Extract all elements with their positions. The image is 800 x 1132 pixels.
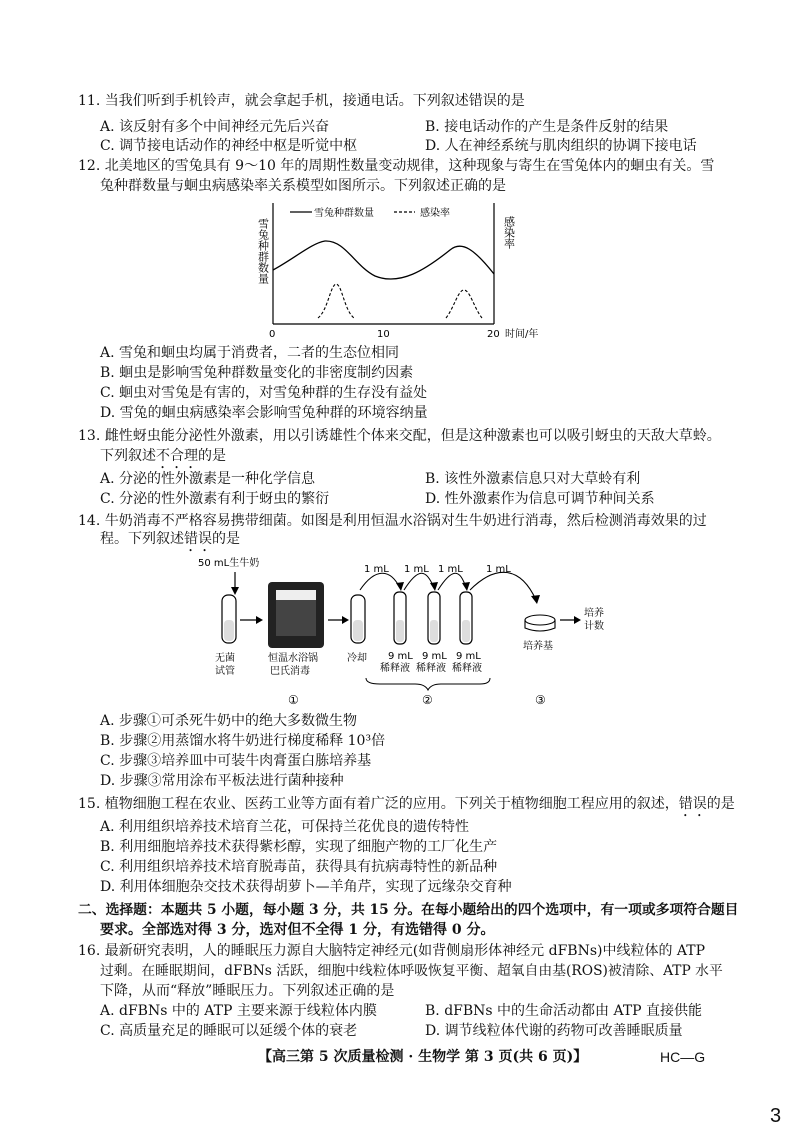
sterile-tube-label-2: 试管 [215,666,235,677]
q12-option-d: D. 雪兔的蛔虫病感染率会影响雪兔种群的环境容纳量 [100,405,428,421]
q12-stem-line2: 兔种群数量与蛔虫病感染率关系模型如图所示。下列叙述正确的是 [100,178,506,194]
sterile-tube-label-1: 无菌 [215,653,235,664]
q12-stem-line1: 12. 北美地区的雪兔具有 9～10 年的周期性数量变动规律，这种现象与寄生在雪兔体内的蛔虫有关。雪 [78,158,715,174]
q16-stem-line1: 16. 最新研究表明，人的睡眠压力源自大脑特定神经元(如背侧扇形体神经元 dFBNs)中线粒体的 ATP [78,943,706,959]
diluent-vol-3: 9 mL [456,651,481,662]
count-label-2: 计数 [584,621,604,632]
q13-option-d: D. 性外激素作为信息可调节种间关系 [425,491,655,507]
footer-code: HC—G [660,1049,706,1065]
diluent-vol-2: 9 mL [422,651,447,662]
q16-option-d: D. 调节线粒体代谢的药物可改善睡眠质量 [425,1023,683,1039]
page-number: 3 [770,1105,782,1127]
q14-option-c: C. 步骤③培养皿中可装牛肉膏蛋白胨培养基 [100,753,372,769]
q16-option-c: C. 高质量充足的睡眠可以延缓个体的衰老 [100,1023,358,1039]
q15-option-c: C. 利用组织培养技术培育脱毒苗，获得具有抗病毒特性的新品种 [100,859,498,875]
q16-option-b: B. dFBNs 中的生命活动都由 ATP 直接供能 [425,1003,703,1019]
q13-emphasis: 不合理 [156,448,198,464]
q16-stem-line3: 下降，从而“释放”睡眠压力。下列叙述正确的是 [100,983,395,999]
x-tick-10: 10 [377,329,390,340]
diluent-label-3: 稀释液 [452,663,482,674]
transfer-label-3: 1 mL [438,564,463,575]
count-label-1: 培养 [584,608,604,619]
legend-pop-label: 雪兔种群数量 [314,208,374,219]
transfer-label-1: 1 mL [364,564,389,575]
q14-option-b: B. 步骤②用蒸馏水将牛奶进行梯度稀释 10³倍 [100,733,386,749]
legend-inf-label: 感染率 [420,208,450,219]
q13-stem-line1: 13. 雌性蚜虫能分泌性外激素，用以引诱雄性个体来交配，但是这种激素也可以吸引蚜虫的天敌大草蛉。 [78,428,721,444]
diluent-label-1: 稀释液 [380,663,410,674]
q14-stem-line1: 14. 牛奶消毒不严格容易携带细菌。如图是利用恒温水浴锅对生牛奶进行消毒，然后检测消毒效果的过 [78,513,707,529]
series-population-line [273,241,494,279]
transfer-label-4: 1 mL [486,564,511,575]
q13-option-a: A. 分泌的性外激素是一种化学信息 [100,471,316,487]
q11-option-d: D. 人在神经系统与肌肉组织的协调下接电话 [425,138,697,154]
transfer-arc-2 [404,573,434,590]
q12-chart [250,198,550,343]
q15-option-a: A. 利用组织培养技术培育兰花，可保持兰花优良的遗传特性 [100,819,470,835]
water-bath-label-1: 恒温水浴锅 [268,653,318,664]
q13-option-c: C. 分泌的性外激素有利于蚜虫的繁衍 [100,491,330,507]
q15-stem: 15. 植物细胞工程在农业、医药工业等方面有着广泛的应用。下列关于植物细胞工程应用的叙述，错误的是 [78,796,735,812]
water-bath-label-2: 巴氏消毒 [270,666,310,677]
q13-option-b: B. 该性外激素信息只对大草蛉有利 [425,471,641,487]
section2-heading-line1: 二、选择题：本题共 5 小题，每小题 3 分，共 15 分。在每小题给出的四个选项中，有一项或多项符合题目 [78,902,739,918]
cool-label: 冷却 [347,653,367,664]
x-tick-20: 20 [487,329,500,340]
section2-heading-line2: 要求。全部选对得 3 分，选对但不全得 1 分，有选错得 0 分。 [100,922,495,938]
q14-option-d: D. 步骤③常用涂布平板法进行菌种接种 [100,773,344,789]
petri-dish [525,615,555,625]
q11-stem: 11. 当我们听到手机铃声，就会拿起手机，接通电话。下列叙述错误的是 [78,93,525,109]
transfer-arc-1 [360,573,400,590]
q15-emphasis: 错误 [678,796,707,812]
q15-option-d: D. 利用体细胞杂交技术获得胡萝卜—羊角芹，实现了远缘杂交育种 [100,879,512,895]
x-axis-label: 时间/年 [505,329,539,340]
q14-option-a: A. 步骤①可杀死牛奶中的绝大多数微生物 [100,713,358,729]
x-tick-0: 0 [269,329,276,340]
q13-stem-line2: 下列叙述不合理的是 [100,448,226,464]
series-infection-peak-1 [318,284,354,318]
q14-diagram [190,550,620,710]
footer-center: 【高三第 5 次质量检测 · 生物学 第 3 页(共 6 页)】 [258,1049,588,1065]
plate-label: 培养基 [523,641,553,652]
diluent-label-2: 稀释液 [416,663,446,674]
diluent-vol-1: 9 mL [388,651,413,662]
transfer-arc-4 [470,572,536,600]
milk-label: 50 mL生牛奶 [198,558,260,569]
q12-option-c: C. 蛔虫对雪兔是有害的，对雪兔种群的生存没有益处 [100,385,428,401]
q14-emphasis: 错误 [184,531,212,547]
series-infection-peak-2 [446,290,482,318]
step-3: ③ [535,693,546,707]
q15-option-b: B. 利用细胞培养技术获得紫杉醇，实现了细胞产物的工厂化生产 [100,839,498,855]
step-2: ② [422,693,433,707]
q11-option-c: C. 调节接电话动作的神经中枢是听觉中枢 [100,138,358,154]
q11-option-b: B. 接电话动作的产生是条件反射的结果 [425,119,669,135]
q12-option-b: B. 蛔虫是影响雪兔种群数量变化的非密度制约因素 [100,365,414,381]
chart-right-ylabel: 感染率 [502,216,516,249]
step-1: ① [288,693,299,707]
q16-stem-line2: 过剩。在睡眠期间，dFBNs 活跃，细胞中线粒体呼吸恢复平衡、超氧自由基(ROS)被清除、ATP 水平 [100,963,723,979]
q14-stem-line2: 程。下列叙述错误的是 [100,531,240,547]
q12-option-a: A. 雪兔和蛔虫均属于消费者，二者的生态位相同 [100,345,400,361]
q16-option-a: A. dFBNs 中的 ATP 主要来源于线粒体内膜 [100,1003,377,1019]
transfer-label-2: 1 mL [404,564,429,575]
transfer-arc-3 [438,573,466,590]
chart-left-ylabel: 雪兔种群数量 [256,218,270,284]
q11-option-a: A. 该反射有多个中间神经元先后兴奋 [100,119,330,135]
step2-brace [366,678,490,690]
